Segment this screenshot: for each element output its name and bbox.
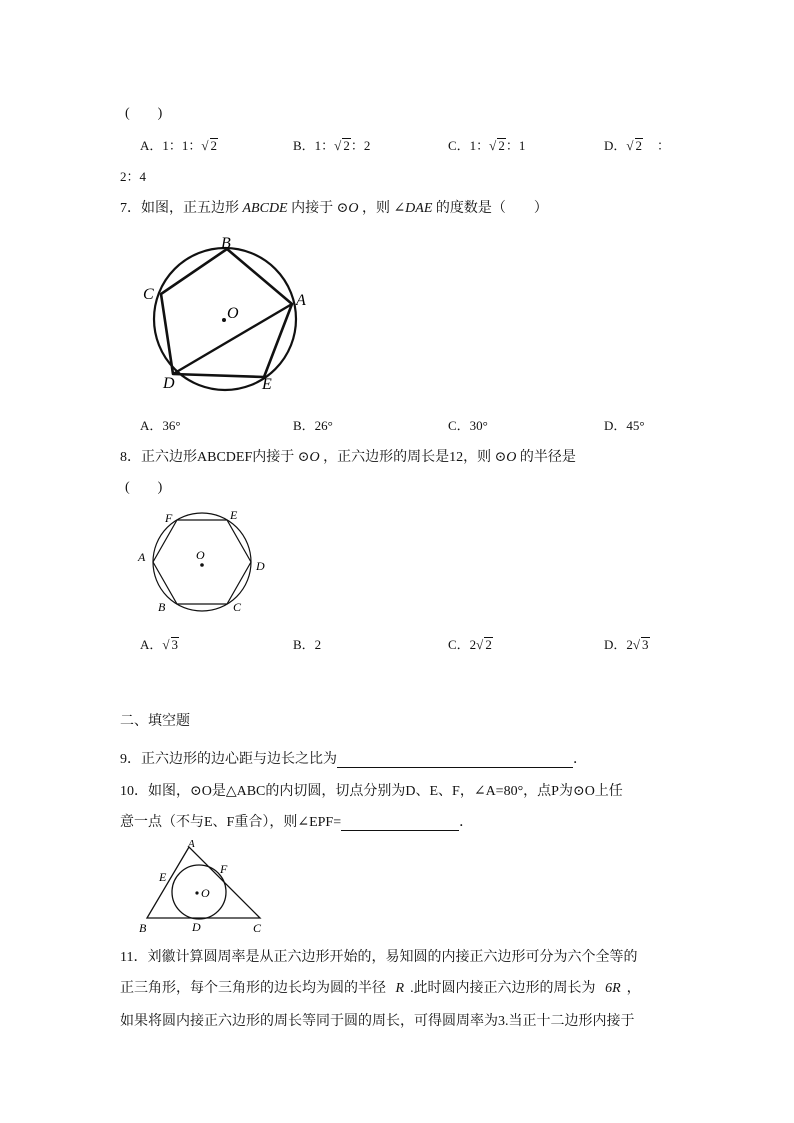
q7-option-d: D．45° <box>604 418 645 433</box>
q9-stem: 9．正六边形的边心距与边长之比为 ． <box>120 752 587 767</box>
q6-option-d-wrap: 2：4 <box>120 169 147 184</box>
q7-option-a: A．36° <box>140 418 181 433</box>
section-title: 二、填空题 <box>120 713 190 729</box>
label-a: A <box>296 292 306 309</box>
q8-stem: 8．正六边形ABCDEF内接于 ⊙O ，正六边形的周长是12，则 ⊙O 的半径是 <box>120 450 576 465</box>
q6-option-a: A．1：1：√ 2 <box>140 138 218 153</box>
hexagon-figure <box>132 505 272 620</box>
q7-option-c: C．30° <box>448 418 488 433</box>
pentagon-figure <box>135 225 325 400</box>
q9-answer-blank <box>337 753 573 768</box>
triangle-incircle-figure <box>132 836 272 936</box>
q7-stem: 7．如图，正五边形 ABCDE 内接于 ⊙O ，则 ∠DAE 的度数是（ ） <box>120 201 548 216</box>
label-o: O <box>201 886 210 900</box>
q11-line1: 11．刘徽计算圆周率是从正六边形开始的，易知圆的内接正六边形可分为六个全等的 <box>120 950 638 965</box>
q10-line1: 10．如图，⊙O是△ABC的内切圆，切点分别为D、E、F，∠A=80°，点P为⊙O上任 <box>120 784 623 799</box>
q11-line3: 如果将圆内接正六边形的周长等同于圆的周长，可得圆周率为3.当正十二边形内接于 <box>120 1014 635 1029</box>
label-b: B <box>221 235 231 252</box>
label-c: C <box>143 286 154 303</box>
label-d: D <box>163 375 175 392</box>
label-a: A <box>138 550 146 564</box>
q11-line2: 正三角形，每个三角形的边长均为圆的半径 R .此时圆内接正六边形的周长为 6R ， <box>120 981 641 996</box>
q6-option-b: B．1：√ 2：2 <box>293 138 371 153</box>
label-b: B <box>158 600 166 614</box>
label-a: A <box>188 838 195 850</box>
label-d: D <box>256 559 265 573</box>
q6-paren: ( ) <box>125 106 163 121</box>
q10-answer-blank <box>341 816 459 831</box>
label-o: O <box>227 305 239 322</box>
q10-line2: 意一点（不与E、F重合），则∠EPF= ． <box>120 815 474 830</box>
q6-option-c: C．1：√ 2：1 <box>448 138 526 153</box>
label-c: C <box>233 600 242 614</box>
label-o: O <box>196 548 205 562</box>
q6-option-d: D．√ 2 ： <box>604 138 671 153</box>
q8-option-d: D．2√ 3 <box>604 637 649 652</box>
label-e: E <box>230 508 238 522</box>
q8-option-c: C．2√ 2 <box>448 637 492 652</box>
q8-option-a: A．√ 3 <box>140 637 179 652</box>
label-b: B <box>139 921 147 935</box>
label-f: F <box>220 862 228 876</box>
label-e: E <box>159 870 167 884</box>
label-c: C <box>253 921 262 935</box>
label-d: D <box>192 920 201 934</box>
q8-paren: ( ) <box>125 480 163 495</box>
q8-option-b: B．2 <box>293 637 322 652</box>
q7-option-b: B．26° <box>293 418 333 433</box>
label-e: E <box>262 376 272 393</box>
label-f: F <box>165 511 173 525</box>
